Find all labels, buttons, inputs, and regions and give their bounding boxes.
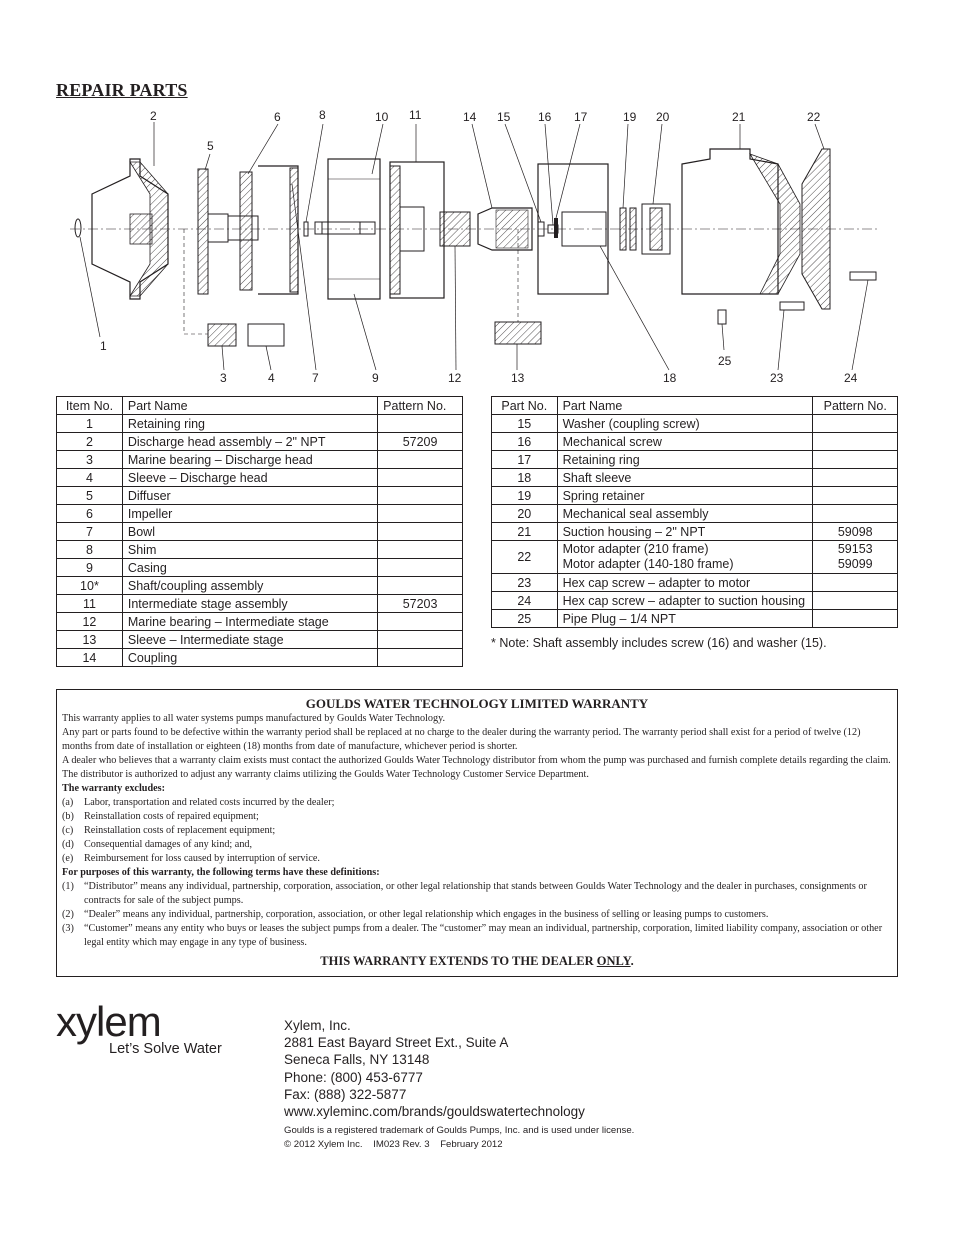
cell-pattern-no (813, 487, 898, 505)
callout: 20 (656, 110, 670, 124)
definitions-list (62, 880, 892, 950)
cell-part-name: Washer (coupling screw) (557, 415, 813, 433)
part-suction-housing (682, 149, 800, 294)
part-retaining-ring (75, 219, 81, 237)
warranty-footer (62, 954, 892, 968)
part-pipe-plug (718, 310, 726, 324)
cell-item-no: 11 (57, 595, 123, 613)
exclusion-item-text: Consequential damages of any kind; and, (84, 839, 253, 850)
warranty-paragraph: Any part or parts found to be defective within the warranty period shall be replaced at no charge to the dealer during the warranty period. The warranty period shall exist for a period of twelve (12) months from date of installation or eighteen (18) months from date of manufacture, whichever period is shorter. (62, 727, 861, 752)
definition-item-text: “Dealer” means any individual, partnership, corporation, association, or other legal relationship which engages in the business of selling or leasing pumps to customers. (84, 909, 769, 920)
cell-pattern-no (813, 610, 898, 628)
parts-table-1 (56, 396, 463, 667)
cell-item-no: 8 (57, 541, 123, 559)
cell-item-no: 12 (57, 613, 123, 631)
cell-pattern-no (378, 505, 463, 523)
definition-item-text: “Customer” means any entity who buys or leases the subject pumps from a dealer. The “customer” may mean an individual, partnership, corporation, limited liability company, association or other legal entity which may engage in any type of business. (84, 923, 883, 948)
cell-pattern-no (813, 415, 898, 433)
exclusion-item-label: (a) (62, 797, 74, 808)
cell-part-no: 24 (492, 592, 558, 610)
part-marine-bearing (440, 212, 470, 246)
part-motor-adapter (802, 149, 830, 309)
cell-pattern-no (813, 592, 898, 610)
callout: 25 (718, 354, 732, 368)
warranty-title: GOULDS WATER TECHNOLOGY LIMITED WARRANTY (305, 696, 649, 711)
company-name: Xylem, Inc. (284, 1018, 351, 1033)
definition-item-label: (3) (62, 923, 74, 934)
cell-item-no: 2 (57, 433, 123, 451)
excludes-list (62, 796, 892, 866)
table-header-row (57, 397, 463, 415)
cell-pattern-no (378, 523, 463, 541)
exclusion-item-label: (b) (62, 811, 74, 822)
exclusion-item-label: (e) (62, 853, 74, 864)
cell-part-name: Mechanical screw (557, 433, 813, 451)
cell-pattern-no: 59098 (813, 523, 898, 541)
exclusion-item-label: (d) (62, 839, 74, 850)
warranty-paragraph: This warranty applies to all water systems pumps manufactured by Goulds Water Technology. (62, 713, 446, 724)
cell-item-no: 7 (57, 523, 123, 541)
cell-item-no: 6 (57, 505, 123, 523)
table-row (492, 505, 898, 523)
table-row (492, 451, 898, 469)
cell-pattern-no (813, 505, 898, 523)
part-retaining-ring-17 (554, 218, 558, 238)
cell-part-name: Mechanical seal assembly (557, 505, 813, 523)
exclusion-item-text: Reinstallation costs of replacement equipment; (84, 825, 276, 836)
exclusion-item (62, 824, 892, 838)
cell-part-no: 17 (492, 451, 558, 469)
exclusion-item (62, 810, 892, 824)
part-marine-bearing-discharge (208, 324, 236, 346)
trademark-notice: Goulds is a registered trademark of Goulds Pumps, Inc. and is used under license. (284, 1125, 635, 1137)
part-sleeve-discharge (248, 324, 284, 346)
part-diffuser (198, 169, 228, 294)
exclusion-item-text: Reinstallation costs of repaired equipment; (84, 811, 259, 822)
table-row (57, 469, 463, 487)
cell-part-name: Marine bearing – Intermediate stage (122, 613, 377, 631)
cell-pattern-no (378, 649, 463, 667)
definition-item (62, 922, 892, 950)
part-hex-cap-screw-24 (850, 272, 876, 280)
table-row (57, 559, 463, 577)
warranty-paragraph: A dealer who believes that a warranty claim exists must contact the authorized Goulds Water Technology distributor from whom the pump was purchased and furnish complete details regarding the claim. The distributor is authorized to adjust any warranty claims utilizing the Goulds Water Technology Customer Service Department. (62, 755, 891, 780)
definitions-heading: For purposes of this warranty, the following terms have these definitions: (62, 867, 380, 878)
callout: 15 (497, 110, 511, 124)
cell-item-no: 13 (57, 631, 123, 649)
cell-pattern-no (378, 469, 463, 487)
cell-pattern-no (378, 541, 463, 559)
table-row (492, 415, 898, 433)
cell-part-name: Retaining ring (122, 415, 377, 433)
cell-pattern-no (813, 451, 898, 469)
callout: 11 (409, 108, 422, 122)
table-row (57, 451, 463, 469)
cell-part-name: Shaft/coupling assembly (122, 577, 377, 595)
cell-part-no: 23 (492, 574, 558, 592)
table-row (57, 415, 463, 433)
tagline: Let’s Solve Water (109, 1041, 222, 1057)
part-discharge-head (92, 159, 168, 299)
column-header: Pattern No. (378, 397, 463, 415)
cell-part-name: Hex cap screw – adapter to motor (557, 574, 813, 592)
table-row (57, 631, 463, 649)
callout: 5 (207, 139, 214, 153)
cell-part-name: Shaft sleeve (557, 469, 813, 487)
cell-part-name: Sleeve – Discharge head (122, 469, 377, 487)
callout: 9 (372, 371, 379, 385)
callout: 17 (574, 110, 588, 124)
exclusion-item-label: (c) (62, 825, 74, 836)
callout: 10 (375, 110, 389, 124)
cell-pattern-no (378, 577, 463, 595)
callout: 4 (268, 371, 275, 385)
cell-part-name: Bowl (122, 523, 377, 541)
warranty-box (56, 689, 898, 977)
cell-pattern-no (378, 487, 463, 505)
callout: 3 (220, 371, 227, 385)
definition-item-label: (1) (62, 881, 74, 892)
part-impeller (228, 172, 258, 290)
cell-pattern-no (813, 541, 898, 574)
cell-item-no: 14 (57, 649, 123, 667)
table-row (57, 595, 463, 613)
cell-pattern-no: 57209 (378, 433, 463, 451)
column-header: Part Name (122, 397, 377, 415)
definition-item-text: “Distributor” means any individual, partnership, corporation, association, or other legal relationship that stands between Goulds Water Technology and the dealer in purchases, consignments or contracts for sale of the subject pumps. (84, 881, 867, 906)
cell-pattern-no: 57203 (378, 595, 463, 613)
exclusion-item-text: Reimbursement for loss caused by interruption of service. (84, 853, 320, 864)
company-address (284, 1017, 634, 1152)
table-row (492, 433, 898, 451)
exclusion-item (62, 796, 892, 810)
definition-item (62, 880, 892, 908)
callout: 19 (623, 110, 637, 124)
cell-part-name: Spring retainer (557, 487, 813, 505)
table-row (492, 592, 898, 610)
definition-item (62, 908, 892, 922)
exclusion-item (62, 852, 892, 866)
section-title: REPAIR PARTS (56, 80, 188, 100)
table-row (57, 541, 463, 559)
cell-part-name-line: Motor adapter (140-180 frame) (562, 557, 734, 571)
cell-part-no: 25 (492, 610, 558, 628)
cell-part-name: Diffuser (122, 487, 377, 505)
table-header-row (492, 397, 898, 415)
cell-part-name-line: Motor adapter (210 frame) (562, 542, 709, 556)
callout: 7 (312, 371, 319, 385)
cell-part-no: 16 (492, 433, 558, 451)
cell-pattern-no (378, 613, 463, 631)
part-sleeve-intermediate (495, 322, 541, 344)
callout: 6 (274, 110, 281, 124)
cell-item-no: 10* (57, 577, 123, 595)
callout: 14 (463, 110, 477, 124)
parts-table-2 (491, 396, 898, 628)
warranty-footer-end: . (630, 954, 634, 968)
warranty-footer-text: THIS WARRANTY EXTENDS TO THE DEALER (320, 954, 597, 968)
cell-part-name: Discharge head assembly – 2" NPT (122, 433, 377, 451)
column-header: Pattern No. (813, 397, 898, 415)
cell-part-name: Coupling (122, 649, 377, 667)
cell-pattern-no (813, 433, 898, 451)
cell-part-name: Sleeve – Intermediate stage (122, 631, 377, 649)
table-row (57, 577, 463, 595)
cell-item-no: 3 (57, 451, 123, 469)
street: 2881 East Bayard Street Ext., Suite A (284, 1035, 509, 1051)
cell-pattern-no (378, 415, 463, 433)
table-row (57, 487, 463, 505)
cell-item-no: 4 (57, 469, 123, 487)
cell-part-no: 18 (492, 469, 558, 487)
table-row (492, 574, 898, 592)
cell-part-name: Intermediate stage assembly (122, 595, 377, 613)
cell-part-name: Marine bearing – Discharge head (122, 451, 377, 469)
table-row (492, 610, 898, 628)
cell-pattern-no (813, 574, 898, 592)
part-intermediate-stage (390, 162, 444, 298)
part-hex-cap-screw-23 (780, 302, 804, 310)
exclusion-item-text: Labor, transportation and related costs incurred by the dealer; (84, 797, 335, 808)
table-row (57, 433, 463, 451)
table-row (492, 487, 898, 505)
table-row (492, 469, 898, 487)
definition-item-label: (2) (62, 909, 74, 920)
warranty-footer-only: ONLY (596, 954, 631, 968)
callout: 23 (770, 371, 784, 385)
cell-item-no: 9 (57, 559, 123, 577)
callout: 1 (100, 339, 107, 353)
callout: 24 (844, 371, 858, 385)
shaft-assembly-note: * Note: Shaft assembly includes screw (16) and washer (15). (491, 636, 827, 650)
cell-pattern-no (813, 469, 898, 487)
callout: 12 (448, 371, 462, 385)
cell-part-no: 22 (492, 541, 558, 574)
cell-part-name: Retaining ring (557, 451, 813, 469)
exploded-parts-diagram (60, 104, 900, 389)
copyright: © 2012 Xylem Inc. IM023 Rev. 3 February 2012 (284, 1139, 503, 1151)
table-row (57, 649, 463, 667)
callout: 21 (732, 110, 746, 124)
cell-part-no: 15 (492, 415, 558, 433)
exclusion-item (62, 838, 892, 852)
cell-item-no: 5 (57, 487, 123, 505)
phone: Phone: (800) 453-6777 (284, 1069, 423, 1085)
cell-pattern-no (378, 559, 463, 577)
callout: 16 (538, 110, 552, 124)
cell-part-name: Hex cap screw – adapter to suction housing (557, 592, 813, 610)
fax: Fax: (888) 322-5877 (284, 1086, 407, 1102)
column-header: Part No. (492, 397, 558, 415)
cell-part-no: 20 (492, 505, 558, 523)
cell-part-no: 19 (492, 487, 558, 505)
cell-part-name: Suction housing – 2" NPT (557, 523, 813, 541)
cell-pattern-no (378, 631, 463, 649)
column-header: Item No. (57, 397, 123, 415)
city: Seneca Falls, NY 13148 (284, 1052, 430, 1068)
cell-part-name: Impeller (122, 505, 377, 523)
excludes-heading: The warranty excludes: (62, 783, 165, 794)
callout: 22 (807, 110, 821, 124)
cell-part-no: 21 (492, 523, 558, 541)
website-link[interactable]: www.xyleminc.com/brands/gouldswatertechnology (284, 1104, 585, 1120)
cell-part-name (557, 541, 813, 574)
callout: 18 (663, 371, 677, 385)
callout: 2 (150, 109, 157, 123)
cell-part-name: Casing (122, 559, 377, 577)
table-row (57, 505, 463, 523)
cell-part-name: Shim (122, 541, 377, 559)
column-header: Part Name (557, 397, 813, 415)
cell-item-no: 1 (57, 415, 123, 433)
cell-part-name: Pipe Plug – 1/4 NPT (557, 610, 813, 628)
table-row (492, 541, 898, 574)
cell-pattern-no (378, 451, 463, 469)
cell-pattern-no-line: 59099 (837, 557, 873, 571)
table-row (57, 613, 463, 631)
part-shaft (315, 222, 375, 234)
cell-pattern-no-line: 59153 (837, 542, 873, 556)
table-row (57, 523, 463, 541)
callout: 13 (511, 371, 525, 385)
table-row (492, 523, 898, 541)
callout: 8 (319, 108, 326, 122)
logo-wordmark: xylem (56, 1000, 161, 1045)
